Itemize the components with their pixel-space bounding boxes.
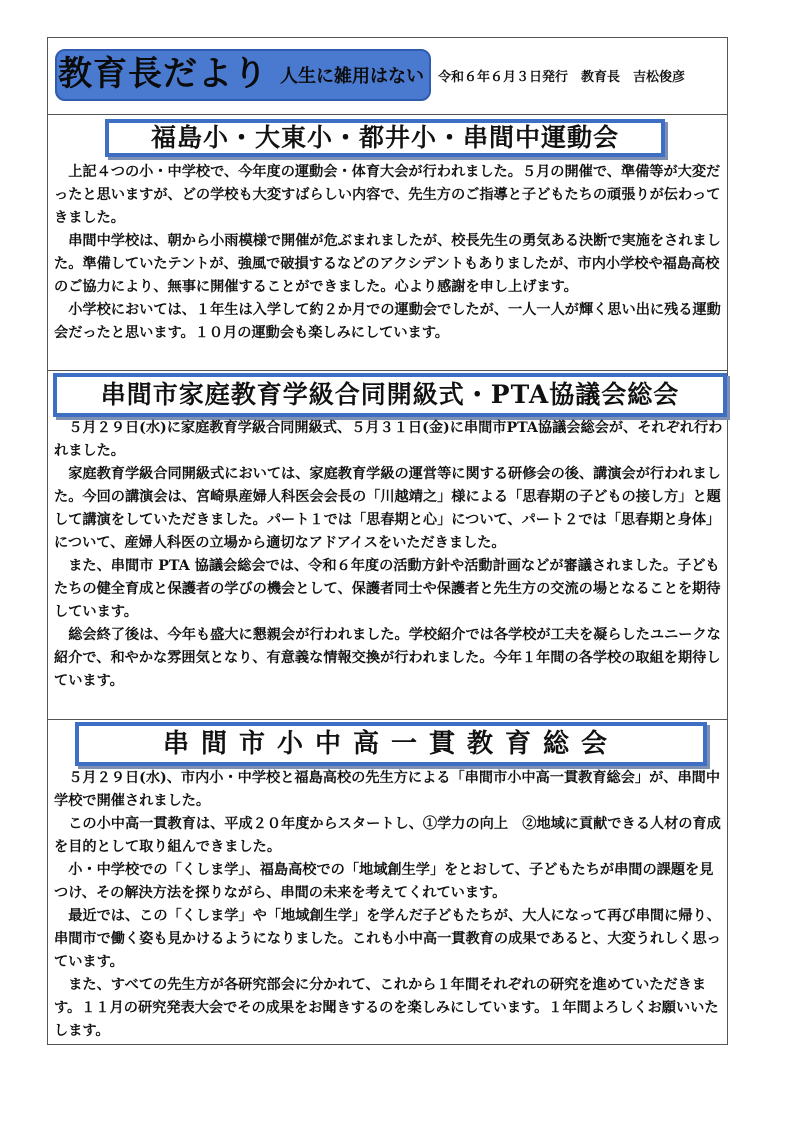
section-heading-integrated-education: 串間市小中高一貫教育総会 [75, 722, 707, 766]
paragraph: 家庭教育学級合同開級式においては、家庭教育学級の運営等に関する研修会の後、講演会が行われました。今回の講演会は、宮崎県産婦人科医会会長の「川越靖之」様による「思春期の子どもの接し方」と題して講演をしていただきました。パート１では「思春期と心」について、パート２では「思春期と身体」について、産婦人科医の立場から適切なアドアイスをいただきました。 [54, 466, 721, 551]
paragraph: 小学校においては、１年生は入学して約２か月での運動会でしたが、一人一人が輝く思い出に残る運動会だったと思います。１０月の運動会も楽しみにしています。 [54, 302, 721, 341]
paragraph: 最近では、この「くしま学」や「地域創生学」を学んだ子どもたちが、大人になって再び串間に帰り、串間市で働く姿も見かけるようになりました。これも小中高一貫教育の成果であると、大変うれしく思っています。 [54, 908, 721, 970]
paragraph: 上記４つの小・中学校で、今年度の運動会・体育大会が行われました。５月の開催で、準備等が大変だったと思いますが、どの学校も大変すばらしい内容で、先生方のご指導と子どもたちの頑張りが伝わってきました。 [54, 164, 721, 226]
paragraph: また、串間市 PTA 協議会総会では、令和６年度の活動方針や活動計画などが審議されました。子どもたちの健全育成と保護者の学びの機会として、保護者同士や保護者と先生方の交流の場となることを期待しています。 [54, 558, 721, 620]
paragraph: 小・中学校での「くしま学」、福島高校での「地域創生学」をとおして、子どもたちが串間の課題を見つけ、その解決方法を探りながら、串間の未来を考えてくれています。 [54, 862, 714, 901]
section-heading-sports-day: 福島小・大東小・都井小・串間中運動会 [105, 119, 665, 157]
section-heading-pta: 串間市家庭教育学級合同開級式・PTA協議会総会 [53, 373, 727, 417]
paragraph: また、すべての先生方が各研究部会に分かれて、これから１年間それぞれの研究を進めていただきます。１１月の研究発表大会でその成果をお聞きするのを楽しみにしています。１年間よろしくお願いいたします。 [54, 977, 719, 1039]
section-divider [47, 370, 728, 371]
page-subtitle: 人生に雑用はない [280, 66, 424, 87]
section-body-sports-day [54, 161, 726, 345]
section-body-integrated-education [54, 767, 726, 1043]
paragraph: ５月２９日(水)、市内小・中学校と福島高校の先生方による「串間市小中高一貫教育総会」が、串間中学校で開催されました。 [54, 770, 721, 809]
issue-info: 令和６年６月３日発行 教育長 吉松俊彦 [438, 70, 686, 85]
paragraph: この小中高一貫教育は、平成２０年度からスタートし、①学力の向上 ②地域に貢献できる人材の育成を目的として取り組んできました。 [54, 816, 721, 855]
page-title: 教育長だより [58, 54, 268, 94]
paragraph: 串間中学校は、朝から小雨模様で開催が危ぶまれましたが、校長先生の勇気ある決断で実施をされました。準備していたテントが、強風で破損するなどのアクシデントもありましたが、市内小学校や福島高校のご協力により、無事に開催することができました。心より感謝を申し上げます。 [54, 233, 721, 295]
paragraph: ５月２９日(水)に家庭教育学級合同開級式、５月３１日(金)に串間市PTA協議会総会が、それぞれ行われました。 [54, 420, 723, 459]
section-body-pta [54, 417, 726, 693]
section-divider [47, 719, 728, 720]
paragraph: 総会終了後は、今年も盛大に懇親会が行われました。学校紹介では各学校が工夫を凝らしたユニークな紹介で、和やかな雰囲気となり、有意義な情報交換が行われました。今年１年間の各学校の取組を期待しています。 [54, 627, 721, 689]
